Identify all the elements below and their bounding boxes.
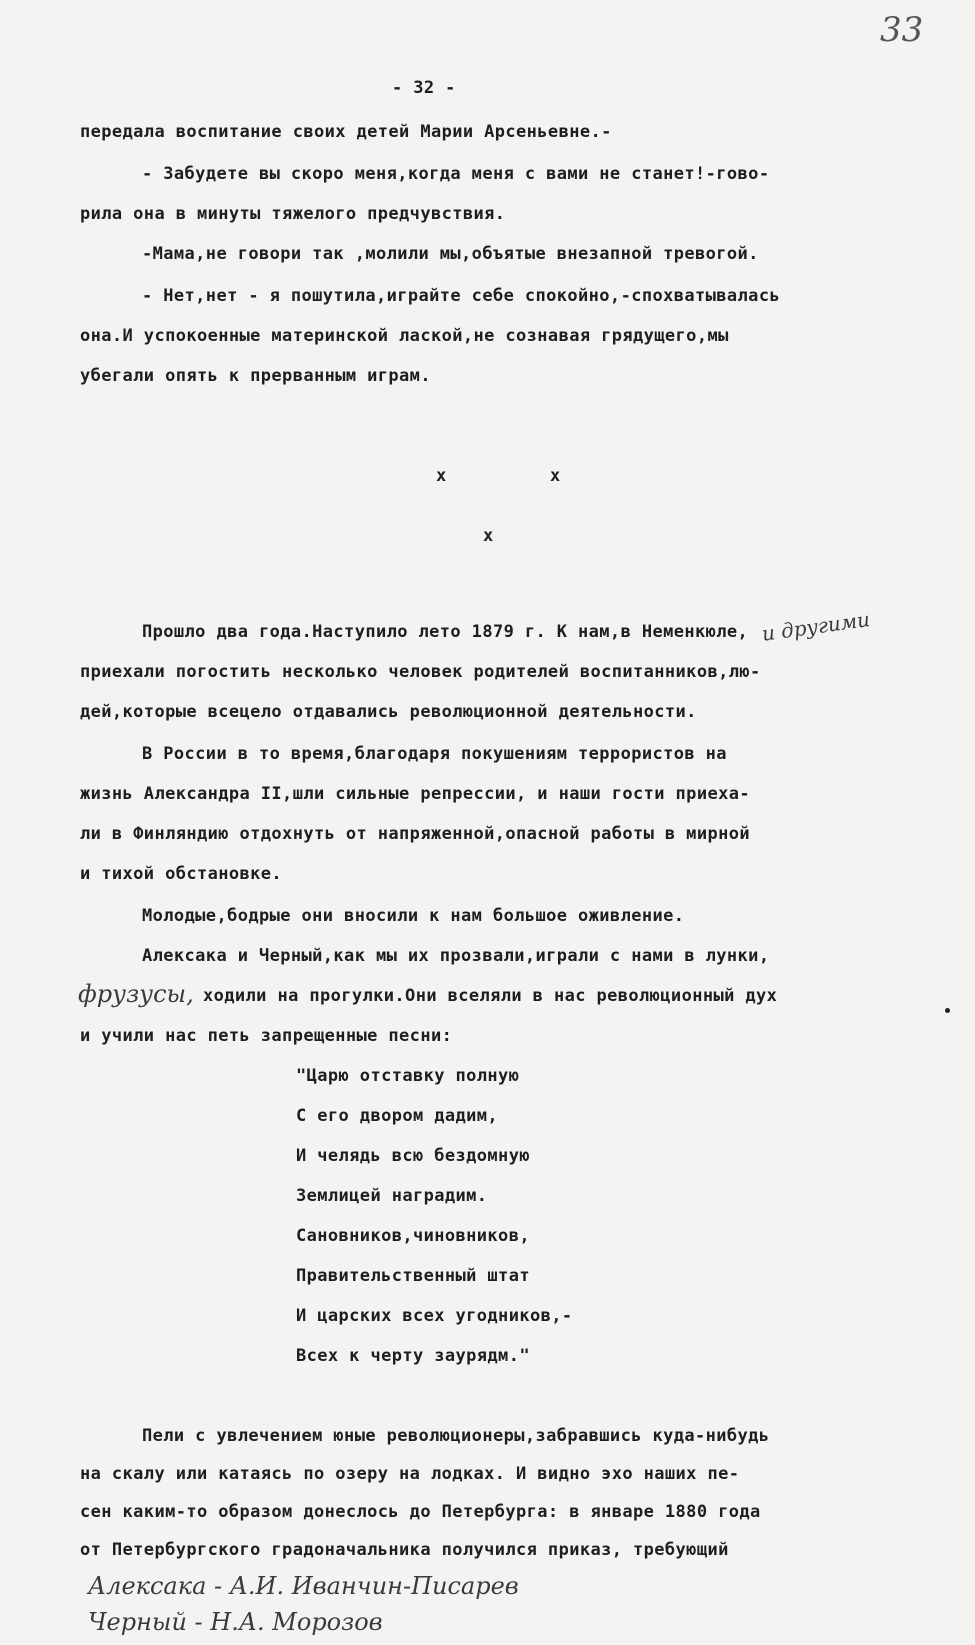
text-line: жизнь Александра II,шли сильные репрессии, и наши гости приеха- xyxy=(80,784,750,804)
text-line: и тихой обстановке. xyxy=(80,864,283,884)
text-line: - Забудете вы скоро меня,когда меня с вами не станет!-гово- xyxy=(142,164,770,184)
text-line: рила она в минуты тяжелого предчувствия. xyxy=(80,204,506,224)
handwritten-margin-note: и другими xyxy=(760,606,872,646)
text-line: ходили на прогулки.Они вселяли в нас революционный дух xyxy=(203,986,778,1006)
handwritten-inline-word: фрузусы, xyxy=(78,980,194,1008)
text-line: - Нет,нет - я пошутила,играйте себе спокойно,-спохватывалась xyxy=(142,286,781,306)
text-line: В России в то время,благодаря покушениям террористов на xyxy=(142,744,727,764)
poem-line: Сановников,чиновников, xyxy=(296,1226,530,1246)
text-line: Прошло два года.Наступило лето 1879 г. К нам,в Неменкюле, xyxy=(142,622,749,642)
text-line: Алексака и Черный,как мы их прозвали,играли с нами в лунки, xyxy=(142,946,770,966)
separator-mark: x xyxy=(436,466,447,486)
separator-mark: x xyxy=(483,526,494,546)
text-line: на скалу или катаясь по озеру на лодках. И видно эхо наших пе- xyxy=(80,1464,740,1484)
text-line: Молодые,бодрые они вносили к нам большое оживление. xyxy=(142,906,685,926)
poem-line: И царских всех угодников,- xyxy=(296,1306,573,1326)
poem-line: "Царю отставку полную xyxy=(296,1066,520,1086)
handwritten-footnote: Алексака - А.И. Иванчин-Писарев xyxy=(88,1572,519,1600)
text-line: она.И успокоенные материнской лаской,не сознавая грядущего,мы xyxy=(80,326,729,346)
poem-line: С его двором дадим, xyxy=(296,1106,499,1126)
text-line: ли в Финляндию отдохнуть от напряженной,опасной работы в мирной xyxy=(80,824,750,844)
text-line: -Мама,не говори так ,молили мы,объятые внезапной тревогой. xyxy=(142,244,759,264)
page-number: - 32 - xyxy=(392,78,456,98)
text-line: и учили нас петь запрещенные песни: xyxy=(80,1026,453,1046)
stray-ink-dot xyxy=(945,1008,950,1013)
text-line: от Петербургского градоначальника получился приказ, требующий xyxy=(80,1540,729,1560)
separator-mark: x xyxy=(550,466,561,486)
poem-line: Всех к черту заурядм." xyxy=(296,1346,530,1366)
text-line: дей,которые всецело отдавались революционной деятельности. xyxy=(80,702,697,722)
poem-line: Правительственный штат xyxy=(296,1266,530,1286)
poem-line: Землицей наградим. xyxy=(296,1186,488,1206)
text-line: убегали опять к прерванным играм. xyxy=(80,366,431,386)
poem-line: И челядь всю бездомную xyxy=(296,1146,530,1166)
folio-number: 33 xyxy=(880,10,924,50)
text-line: приехали погостить несколько человек родителей воспитанников,лю- xyxy=(80,662,761,682)
text-line: Пели с увлечением юные революционеры,забравшись куда-нибудь xyxy=(142,1426,770,1446)
text-line: передала воспитание своих детей Марии Арсеньевне.- xyxy=(80,122,612,142)
handwritten-footnote: Черный - Н.А. Морозов xyxy=(88,1608,383,1636)
text-line: сен каким-то образом донеслось до Петербурга: в январе 1880 года xyxy=(80,1502,761,1522)
